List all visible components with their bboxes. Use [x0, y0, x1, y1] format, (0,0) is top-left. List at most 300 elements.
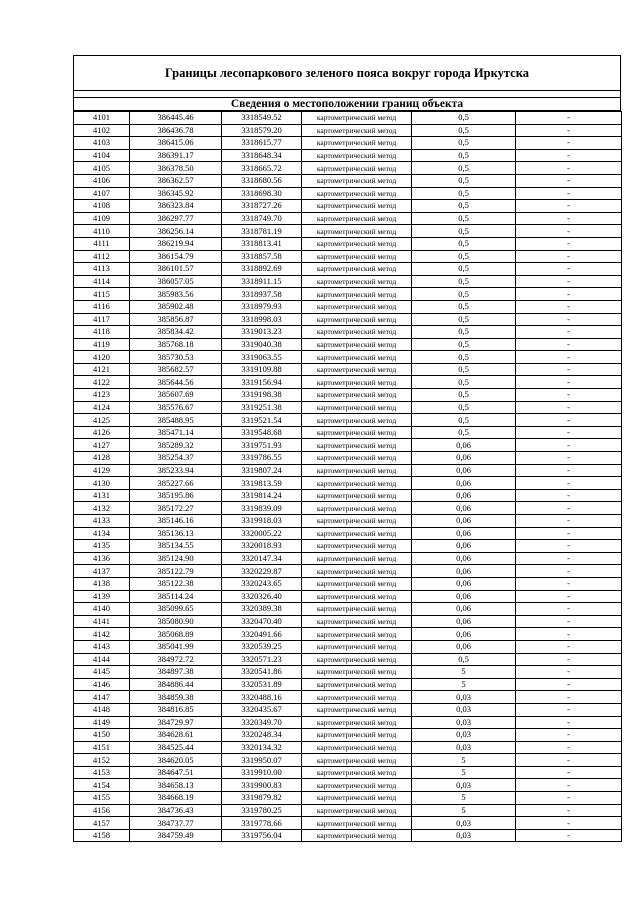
cell-method: картометрический метод	[302, 137, 412, 150]
cell-coord-x: 386057.05	[130, 275, 222, 288]
cell-accuracy: 0,06	[412, 540, 516, 553]
cell-method: картометрический метод	[302, 515, 412, 528]
cell-point-number: 4133	[74, 515, 130, 528]
cell-coord-y: 3319780.25	[222, 804, 302, 817]
table-row	[74, 817, 622, 830]
cell-coord-y: 3320435.67	[222, 703, 302, 716]
cell-point-number: 4128	[74, 452, 130, 465]
cell-point-number: 4105	[74, 162, 130, 175]
cell-note: -	[516, 275, 622, 288]
cell-method: картометрический метод	[302, 275, 412, 288]
cell-point-number: 4127	[74, 439, 130, 452]
cell-method: картометрический метод	[302, 162, 412, 175]
cell-coord-x: 385682.57	[130, 363, 222, 376]
table-row	[74, 653, 622, 666]
cell-accuracy: 0,5	[412, 363, 516, 376]
cell-point-number: 4158	[74, 829, 130, 842]
cell-coord-y: 3320571.23	[222, 653, 302, 666]
cell-note: -	[516, 552, 622, 565]
cell-method: картометрический метод	[302, 552, 412, 565]
cell-coord-y: 3318937.58	[222, 288, 302, 301]
cell-coord-x: 386101.57	[130, 263, 222, 276]
coordinates-table-body	[74, 112, 622, 842]
cell-coord-y: 3320349.70	[222, 716, 302, 729]
cell-note: -	[516, 741, 622, 754]
cell-method: картометрический метод	[302, 703, 412, 716]
cell-coord-y: 3319198.38	[222, 389, 302, 402]
cell-note: -	[516, 540, 622, 553]
cell-coord-x: 384816.85	[130, 703, 222, 716]
cell-coord-x: 384668.19	[130, 792, 222, 805]
cell-accuracy: 0,06	[412, 527, 516, 540]
cell-point-number: 4135	[74, 540, 130, 553]
cell-coord-y: 3319063.55	[222, 351, 302, 364]
table-row	[74, 477, 622, 490]
cell-point-number: 4156	[74, 804, 130, 817]
cell-accuracy: 0,06	[412, 552, 516, 565]
cell-coord-y: 3318781.19	[222, 225, 302, 238]
cell-coord-x: 385730.53	[130, 351, 222, 364]
cell-note: -	[516, 149, 622, 162]
cell-coord-x: 384886.44	[130, 678, 222, 691]
cell-note: -	[516, 414, 622, 427]
cell-note: -	[516, 779, 622, 792]
table-row	[74, 112, 622, 125]
cell-method: картометрический метод	[302, 200, 412, 213]
cell-note: -	[516, 237, 622, 250]
cell-note: -	[516, 817, 622, 830]
cell-coord-x: 385122.79	[130, 565, 222, 578]
cell-accuracy: 0,03	[412, 817, 516, 830]
cell-coord-y: 3320470.40	[222, 615, 302, 628]
cell-method: картометрический метод	[302, 716, 412, 729]
cell-coord-x: 384759.49	[130, 829, 222, 842]
cell-accuracy: 0,06	[412, 565, 516, 578]
cell-coord-y: 3318857.58	[222, 250, 302, 263]
cell-accuracy: 0,5	[412, 137, 516, 150]
cell-point-number: 4125	[74, 414, 130, 427]
cell-method: картометрический метод	[302, 149, 412, 162]
cell-accuracy: 0,5	[412, 149, 516, 162]
cell-point-number: 4149	[74, 716, 130, 729]
cell-coord-y: 3320389.38	[222, 603, 302, 616]
cell-point-number: 4108	[74, 200, 130, 213]
cell-method: картометрический метод	[302, 124, 412, 137]
cell-note: -	[516, 112, 622, 125]
cell-note: -	[516, 615, 622, 628]
cell-method: картометрический метод	[302, 489, 412, 502]
cell-note: -	[516, 326, 622, 339]
cell-method: картометрический метод	[302, 829, 412, 842]
cell-accuracy: 0,06	[412, 590, 516, 603]
table-row	[74, 666, 622, 679]
document-subtitle: Сведения о местоположении границ объекта	[73, 98, 621, 111]
cell-point-number: 4104	[74, 149, 130, 162]
cell-coord-y: 3319879.82	[222, 792, 302, 805]
cell-accuracy: 0,5	[412, 401, 516, 414]
table-row	[74, 628, 622, 641]
cell-coord-y: 3318549.52	[222, 112, 302, 125]
cell-method: картометрический метод	[302, 439, 412, 452]
cell-note: -	[516, 703, 622, 716]
table-row	[74, 225, 622, 238]
cell-method: картометрический метод	[302, 263, 412, 276]
table-row	[74, 338, 622, 351]
cell-coord-y: 3320539.25	[222, 640, 302, 653]
cell-point-number: 4121	[74, 363, 130, 376]
table-row	[74, 124, 622, 137]
cell-note: -	[516, 225, 622, 238]
cell-coord-y: 3318979.93	[222, 300, 302, 313]
cell-coord-y: 3318749.70	[222, 212, 302, 225]
table-row	[74, 439, 622, 452]
cell-point-number: 4120	[74, 351, 130, 364]
cell-point-number: 4101	[74, 112, 130, 125]
table-row	[74, 389, 622, 402]
cell-method: картометрический метод	[302, 653, 412, 666]
cell-coord-y: 3319813.59	[222, 477, 302, 490]
cell-point-number: 4129	[74, 464, 130, 477]
cell-coord-x: 386297.77	[130, 212, 222, 225]
cell-accuracy: 0,5	[412, 174, 516, 187]
cell-method: картометрический метод	[302, 754, 412, 767]
cell-point-number: 4110	[74, 225, 130, 238]
table-row	[74, 766, 622, 779]
cell-method: картометрический метод	[302, 326, 412, 339]
cell-coord-x: 385471.14	[130, 426, 222, 439]
table-row	[74, 779, 622, 792]
cell-point-number: 4141	[74, 615, 130, 628]
cell-coord-x: 384859.38	[130, 691, 222, 704]
cell-method: картометрический метод	[302, 817, 412, 830]
cell-coord-y: 3318998.03	[222, 313, 302, 326]
cell-note: -	[516, 804, 622, 817]
document-title: Границы лесопаркового зеленого пояса вокруг города Иркутска	[73, 55, 621, 91]
cell-coord-y: 3318698.30	[222, 187, 302, 200]
table-row	[74, 691, 622, 704]
cell-coord-x: 385834.42	[130, 326, 222, 339]
cell-note: -	[516, 313, 622, 326]
cell-coord-x: 386219.94	[130, 237, 222, 250]
cell-point-number: 4143	[74, 640, 130, 653]
cell-accuracy: 0,03	[412, 779, 516, 792]
cell-note: -	[516, 212, 622, 225]
cell-coord-x: 385227.66	[130, 477, 222, 490]
cell-accuracy: 0,5	[412, 653, 516, 666]
cell-coord-y: 3319756.04	[222, 829, 302, 842]
cell-coord-y: 3320134.32	[222, 741, 302, 754]
cell-method: картометрический метод	[302, 577, 412, 590]
cell-coord-x: 384897.38	[130, 666, 222, 679]
cell-accuracy: 5	[412, 678, 516, 691]
cell-method: картометрический метод	[302, 426, 412, 439]
cell-note: -	[516, 187, 622, 200]
cell-coord-x: 384525.44	[130, 741, 222, 754]
cell-coord-y: 3320248.34	[222, 729, 302, 742]
table-row	[74, 640, 622, 653]
cell-note: -	[516, 590, 622, 603]
cell-accuracy: 0,06	[412, 489, 516, 502]
cell-point-number: 4155	[74, 792, 130, 805]
table-row	[74, 489, 622, 502]
cell-coord-y: 3320541.86	[222, 666, 302, 679]
cell-note: -	[516, 426, 622, 439]
cell-coord-y: 3319918.03	[222, 515, 302, 528]
cell-point-number: 4117	[74, 313, 130, 326]
cell-accuracy: 5	[412, 766, 516, 779]
cell-point-number: 4102	[74, 124, 130, 137]
cell-coord-y: 3319900.83	[222, 779, 302, 792]
cell-accuracy: 0,5	[412, 250, 516, 263]
cell-accuracy: 0,5	[412, 389, 516, 402]
cell-coord-y: 3320018.93	[222, 540, 302, 553]
cell-method: картометрический метод	[302, 363, 412, 376]
table-row	[74, 729, 622, 742]
cell-point-number: 4153	[74, 766, 130, 779]
cell-coord-x: 386445.46	[130, 112, 222, 125]
table-row	[74, 577, 622, 590]
cell-accuracy: 0,03	[412, 716, 516, 729]
cell-accuracy: 0,5	[412, 338, 516, 351]
cell-note: -	[516, 527, 622, 540]
cell-note: -	[516, 401, 622, 414]
cell-accuracy: 0,5	[412, 200, 516, 213]
cell-coord-x: 384647.51	[130, 766, 222, 779]
cell-point-number: 4145	[74, 666, 130, 679]
cell-note: -	[516, 691, 622, 704]
table-row	[74, 678, 622, 691]
cell-coord-y: 3319013.23	[222, 326, 302, 339]
cell-coord-x: 385172.27	[130, 502, 222, 515]
cell-method: картометрический метод	[302, 804, 412, 817]
cell-point-number: 4132	[74, 502, 130, 515]
cell-coord-x: 385644.56	[130, 376, 222, 389]
cell-note: -	[516, 200, 622, 213]
cell-coord-x: 386345.92	[130, 187, 222, 200]
cell-method: картометрический метод	[302, 590, 412, 603]
table-row	[74, 615, 622, 628]
cell-method: картометрический метод	[302, 792, 412, 805]
table-row	[74, 174, 622, 187]
table-row	[74, 212, 622, 225]
cell-accuracy: 0,5	[412, 300, 516, 313]
cell-coord-x: 385080.90	[130, 615, 222, 628]
cell-coord-y: 3318579.20	[222, 124, 302, 137]
cell-coord-y: 3318665.72	[222, 162, 302, 175]
table-row	[74, 250, 622, 263]
cell-coord-x: 385136.13	[130, 527, 222, 540]
cell-point-number: 4111	[74, 237, 130, 250]
cell-coord-x: 385233.94	[130, 464, 222, 477]
cell-method: картометрический метод	[302, 401, 412, 414]
cell-method: картометрический метод	[302, 351, 412, 364]
cell-point-number: 4154	[74, 779, 130, 792]
table-row	[74, 237, 622, 250]
cell-point-number: 4116	[74, 300, 130, 313]
cell-point-number: 4148	[74, 703, 130, 716]
cell-coord-x: 386323.84	[130, 200, 222, 213]
cell-coord-x: 384729.97	[130, 716, 222, 729]
cell-note: -	[516, 174, 622, 187]
cell-accuracy: 0,06	[412, 515, 516, 528]
cell-note: -	[516, 300, 622, 313]
cell-coord-x: 385768.18	[130, 338, 222, 351]
cell-coord-y: 3319156.94	[222, 376, 302, 389]
cell-note: -	[516, 439, 622, 452]
cell-coord-x: 386391.17	[130, 149, 222, 162]
cell-method: картометрический метод	[302, 766, 412, 779]
cell-point-number: 4131	[74, 489, 130, 502]
cell-coord-y: 3319251.38	[222, 401, 302, 414]
cell-note: -	[516, 716, 622, 729]
table-row	[74, 552, 622, 565]
cell-coord-y: 3319807.24	[222, 464, 302, 477]
cell-point-number: 4113	[74, 263, 130, 276]
cell-note: -	[516, 653, 622, 666]
cell-coord-x: 384658.13	[130, 779, 222, 792]
table-row	[74, 829, 622, 842]
cell-coord-y: 3318648.34	[222, 149, 302, 162]
cell-coord-x: 385134.55	[130, 540, 222, 553]
cell-method: картометрический метод	[302, 212, 412, 225]
cell-accuracy: 0,5	[412, 187, 516, 200]
cell-method: картометрический метод	[302, 452, 412, 465]
cell-note: -	[516, 464, 622, 477]
cell-point-number: 4118	[74, 326, 130, 339]
cell-coord-x: 384628.61	[130, 729, 222, 742]
table-row	[74, 401, 622, 414]
table-row	[74, 363, 622, 376]
cell-note: -	[516, 766, 622, 779]
cell-point-number: 4134	[74, 527, 130, 540]
cell-coord-x: 384736.43	[130, 804, 222, 817]
table-row	[74, 540, 622, 553]
cell-note: -	[516, 829, 622, 842]
cell-coord-x: 386154.79	[130, 250, 222, 263]
table-row	[74, 326, 622, 339]
cell-accuracy: 0,06	[412, 464, 516, 477]
table-row	[74, 703, 622, 716]
cell-coord-y: 3320147.34	[222, 552, 302, 565]
cell-coord-y: 3320491.66	[222, 628, 302, 641]
cell-method: картометрический метод	[302, 112, 412, 125]
table-row	[74, 288, 622, 301]
cell-coord-y: 3320326.40	[222, 590, 302, 603]
cell-method: картометрический метод	[302, 300, 412, 313]
cell-point-number: 4106	[74, 174, 130, 187]
cell-coord-y: 3320531.89	[222, 678, 302, 691]
cell-accuracy: 0,03	[412, 729, 516, 742]
cell-point-number: 4114	[74, 275, 130, 288]
cell-accuracy: 0,5	[412, 112, 516, 125]
cell-coord-y: 3319910.00	[222, 766, 302, 779]
cell-accuracy: 0,5	[412, 351, 516, 364]
cell-accuracy: 0,5	[412, 414, 516, 427]
cell-note: -	[516, 754, 622, 767]
cell-method: картометрический метод	[302, 477, 412, 490]
cell-coord-y: 3319109.88	[222, 363, 302, 376]
cell-coord-x: 386436.78	[130, 124, 222, 137]
table-row	[74, 426, 622, 439]
cell-accuracy: 5	[412, 754, 516, 767]
cell-accuracy: 0,5	[412, 162, 516, 175]
cell-point-number: 4151	[74, 741, 130, 754]
cell-accuracy: 0,5	[412, 237, 516, 250]
cell-coord-y: 3320243.65	[222, 577, 302, 590]
cell-point-number: 4140	[74, 603, 130, 616]
cell-coord-y: 3320005.22	[222, 527, 302, 540]
cell-coord-x: 386415.06	[130, 137, 222, 150]
cell-coord-y: 3319521.54	[222, 414, 302, 427]
table-row	[74, 754, 622, 767]
cell-coord-y: 3319950.07	[222, 754, 302, 767]
cell-accuracy: 0,5	[412, 124, 516, 137]
cell-method: картометрический метод	[302, 250, 412, 263]
cell-note: -	[516, 515, 622, 528]
cell-accuracy: 0,06	[412, 615, 516, 628]
cell-coord-x: 386378.50	[130, 162, 222, 175]
cell-point-number: 4109	[74, 212, 130, 225]
cell-accuracy: 5	[412, 804, 516, 817]
table-row	[74, 200, 622, 213]
cell-note: -	[516, 124, 622, 137]
cell-coord-y: 3318892.69	[222, 263, 302, 276]
cell-accuracy: 0,5	[412, 313, 516, 326]
document-sheet	[73, 55, 621, 842]
cell-method: картометрический метод	[302, 779, 412, 792]
cell-point-number: 4136	[74, 552, 130, 565]
cell-coord-x: 384737.77	[130, 817, 222, 830]
cell-method: картометрический метод	[302, 288, 412, 301]
cell-point-number: 4146	[74, 678, 130, 691]
cell-note: -	[516, 477, 622, 490]
cell-accuracy: 0,06	[412, 577, 516, 590]
cell-coord-y: 3319548.68	[222, 426, 302, 439]
cell-method: картометрический метод	[302, 691, 412, 704]
cell-method: картометрический метод	[302, 640, 412, 653]
table-row	[74, 300, 622, 313]
cell-accuracy: 5	[412, 666, 516, 679]
cell-point-number: 4137	[74, 565, 130, 578]
cell-coord-x: 384620.05	[130, 754, 222, 767]
cell-accuracy: 0,5	[412, 376, 516, 389]
cell-method: картометрический метод	[302, 376, 412, 389]
cell-coord-y: 3318727.26	[222, 200, 302, 213]
cell-coord-x: 385856.87	[130, 313, 222, 326]
cell-point-number: 4115	[74, 288, 130, 301]
cell-accuracy: 0,5	[412, 212, 516, 225]
cell-accuracy: 0,06	[412, 452, 516, 465]
cell-accuracy: 0,06	[412, 502, 516, 515]
cell-point-number: 4122	[74, 376, 130, 389]
cell-method: картометрический метод	[302, 187, 412, 200]
cell-coord-x: 385983.56	[130, 288, 222, 301]
table-row	[74, 590, 622, 603]
cell-accuracy: 0,03	[412, 703, 516, 716]
table-row	[74, 162, 622, 175]
cell-coord-x: 385041.99	[130, 640, 222, 653]
cell-method: картометрический метод	[302, 225, 412, 238]
cell-method: картометрический метод	[302, 603, 412, 616]
cell-note: -	[516, 376, 622, 389]
cell-method: картометрический метод	[302, 174, 412, 187]
cell-coord-x: 386362.57	[130, 174, 222, 187]
cell-coord-x: 385099.65	[130, 603, 222, 616]
cell-point-number: 4119	[74, 338, 130, 351]
cell-point-number: 4142	[74, 628, 130, 641]
cell-note: -	[516, 263, 622, 276]
cell-point-number: 4138	[74, 577, 130, 590]
